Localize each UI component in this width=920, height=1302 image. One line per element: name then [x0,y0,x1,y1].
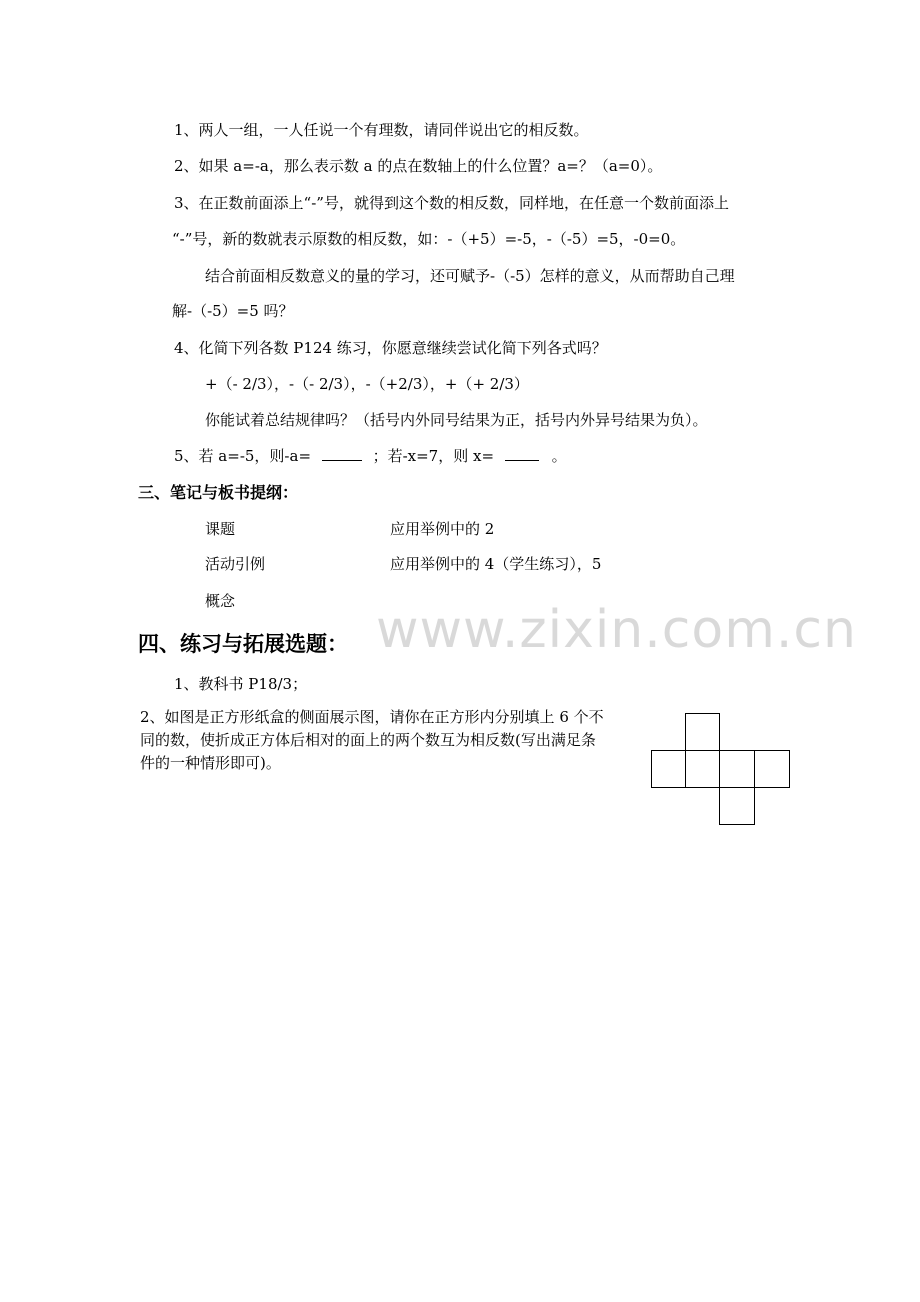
net-face-top[interactable] [686,714,720,751]
net-face-bottom[interactable] [720,788,755,825]
outline-row-label: 活动引例 [205,555,266,573]
section-3-heading: 三、笔记与板书提纲： [138,483,299,502]
outline-row-label: 概念 [205,592,236,610]
cube-net-diagram [651,713,791,826]
exercise-2-line-1: 2、如图是正方形纸盒的侧面展示图，请你在正方形内分别填上 6 个不 [140,708,604,726]
item-4: 4、化简下列各数 P124 练习，你愿意继续尝试化简下列各式吗？ [174,339,607,357]
net-face-center-left[interactable] [686,751,720,788]
exercise-2-line-2: 同的数，使折成正方体后相对的面上的两个数互为相反数(写出满足条 [140,731,596,749]
answer-blank-x[interactable] [505,446,539,461]
section-4-heading: 四、练习与拓展选题： [138,631,348,656]
outline-row-value: 应用举例中的 4（学生练习），5 [390,555,602,573]
item-3-paragraph-line-1: 结合前面相反数意义的量的学习，还可赋予-（-5）怎样的意义，从而帮助自己理 [205,267,735,285]
net-face-left[interactable] [652,751,686,788]
item-5-part-2: ；若-x=7，则 x= [372,447,495,465]
item-2: 2、如果 a=-a，那么表示数 a 的点在数轴上的什么位置？a=？（a=0）。 [174,157,663,175]
item-5 [174,446,567,466]
outline-row-value: 应用举例中的 2 [390,520,495,538]
item-3-paragraph-line-2: 解-（-5）=5 吗？ [172,302,294,320]
item-3-line-1: 3、在正数前面添上“-”号，就得到这个数的相反数，同样地，在任意一个数前面添上 [174,194,729,212]
net-face-right[interactable] [755,751,790,788]
outline-row-label: 课题 [205,520,236,538]
watermark-text: www.zixin.com.cn [376,600,857,660]
exercise-1: 1、教科书 P18/3； [174,675,308,693]
item-4-expression: +（- 2/3），-（- 2/3），-（+2/3），+（+ 2/3） [205,375,529,393]
net-face-center-right[interactable] [720,751,755,788]
item-3-line-2: “-”号，新的数就表示原数的相反数，如：-（+5）=-5，-（-5）=5，-0=0。 [172,230,686,248]
item-5-part-1: 5、若 a=-5，则-a= [174,447,312,465]
exercise-2-line-3: 件的一种情形即可)。 [140,754,281,772]
item-5-part-3: 。 [551,447,567,465]
item-4-rule: 你能试着总结规律吗？（括号内外同号结果为正，括号内外异号结果为负）。 [205,411,708,429]
answer-blank-a[interactable] [322,446,362,461]
item-1: 1、两人一组，一人任说一个有理数，请同伴说出它的相反数。 [174,121,589,139]
